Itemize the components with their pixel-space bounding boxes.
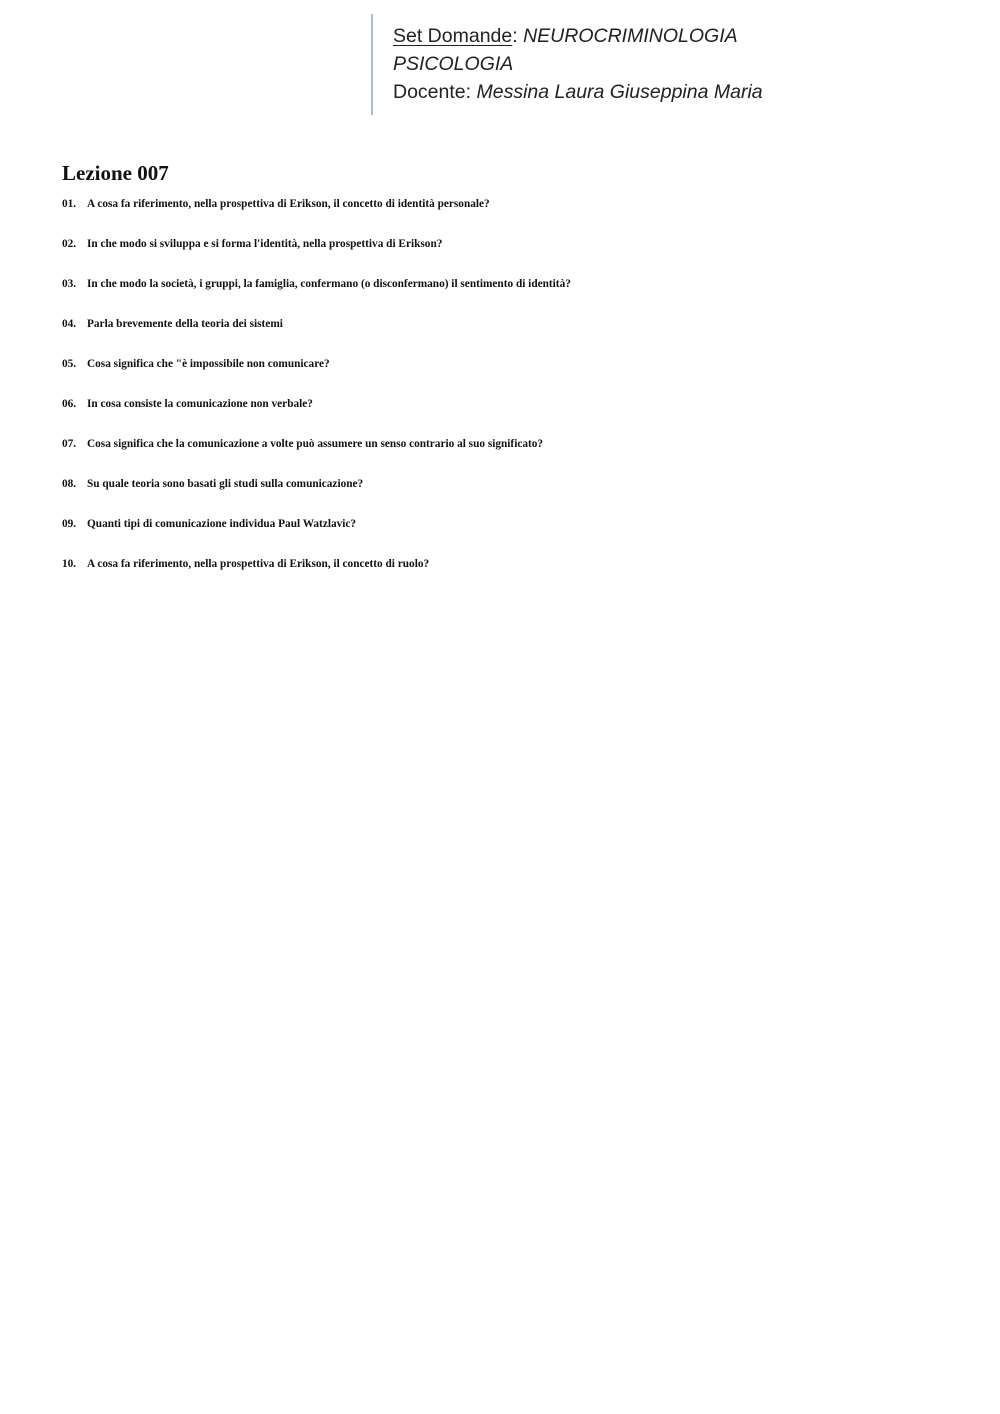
question-item: [62, 476, 962, 516]
question-text: In che modo la società, i gruppi, la famiglia, confermano (o disconfermano) il sentimento di identità?: [87, 278, 571, 290]
set-label: Set Domande: [393, 25, 513, 47]
question-item: [62, 196, 962, 236]
question-text: Su quale teoria sono basati gli studi sulla comunicazione?: [87, 478, 364, 490]
question-number: 02.: [62, 238, 77, 250]
question-number: 06.: [62, 398, 77, 410]
question-number: 10.: [62, 558, 77, 570]
question-item: [62, 236, 962, 276]
question-item: [62, 436, 962, 476]
question-item: [62, 396, 962, 436]
course-line: [393, 22, 791, 50]
question-number: 09.: [62, 518, 77, 530]
question-text: Cosa significa che la comunicazione a volte può assumere un senso contrario al suo significato?: [87, 438, 544, 450]
set-separator: :: [512, 25, 518, 47]
question-item: [62, 356, 962, 396]
course-name-line2-row: [393, 50, 791, 78]
question-text: In cosa consiste la comunicazione non verbale?: [87, 398, 313, 410]
question-number: 07.: [62, 438, 77, 450]
teacher-label: Docente:: [393, 81, 472, 103]
question-text: In che modo si sviluppa e si forma l'identità, nella prospettiva di Erikson?: [87, 238, 443, 250]
question-number: 05.: [62, 358, 77, 370]
course-name-line2: PSICOLOGIA: [393, 53, 514, 75]
question-list: [62, 196, 962, 596]
question-number: 08.: [62, 478, 77, 490]
teacher-line: [393, 78, 791, 106]
document-header: [371, 14, 791, 115]
question-text: Quanti tipi di comunicazione individua Paul Watzlavic?: [87, 518, 357, 530]
lesson-title: Lezione 007: [62, 161, 169, 185]
question-number: 04.: [62, 318, 77, 330]
question-number: 03.: [62, 278, 77, 290]
question-item: [62, 316, 962, 356]
teacher-name: Messina Laura Giuseppina Maria: [476, 81, 763, 103]
question-text: Cosa significa che "è impossibile non comunicare?: [87, 358, 330, 370]
question-text: Parla brevemente della teoria dei sistemi: [87, 318, 283, 330]
question-number: 01.: [62, 198, 77, 210]
question-text: A cosa fa riferimento, nella prospettiva di Erikson, il concetto di ruolo?: [87, 558, 430, 570]
question-text: A cosa fa riferimento, nella prospettiva di Erikson, il concetto di identità personale?: [87, 198, 490, 210]
question-item: [62, 276, 962, 316]
question-item: [62, 556, 962, 596]
course-name-line1: NEUROCRIMINOLOGIA: [523, 25, 738, 47]
question-item: [62, 516, 962, 556]
